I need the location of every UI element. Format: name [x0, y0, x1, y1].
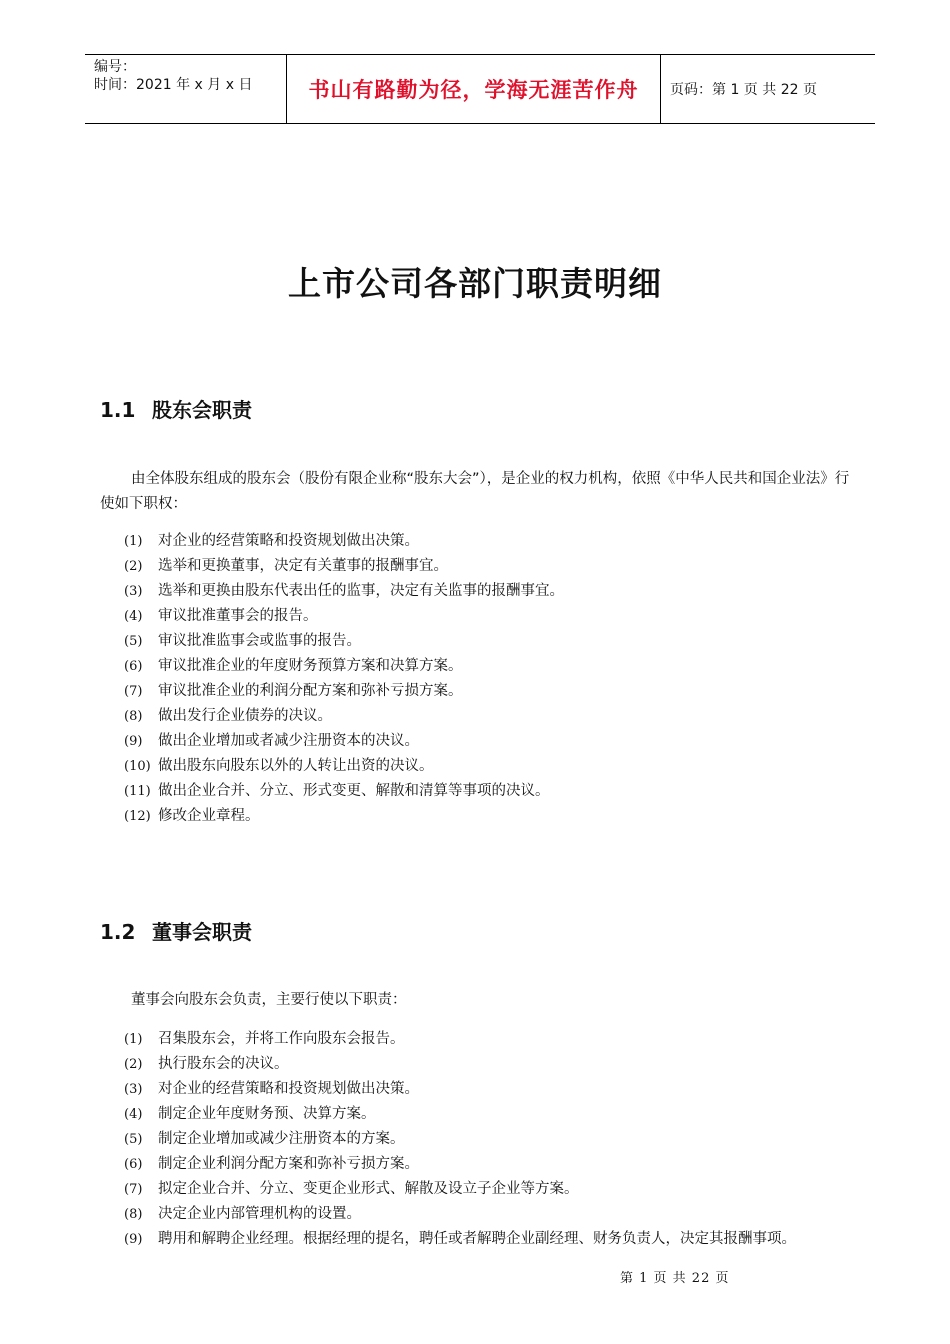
section-heading [100, 916, 252, 945]
list-item [124, 1202, 864, 1227]
list-item-text: 召集股东会，并将工作向股东会报告。 [158, 1031, 405, 1047]
list-item [124, 579, 864, 604]
list-item [124, 679, 864, 704]
page-footer: 第 1 页 共 22 页 [620, 1271, 730, 1286]
list-item-index: (3) [124, 584, 143, 599]
header-meta [85, 55, 287, 123]
list-item-text: 修改企业章程。 [158, 808, 260, 824]
list-item-text: 审议批准企业的年度财务预算方案和决算方案。 [158, 658, 463, 674]
list-item-index: (1) [124, 1032, 143, 1047]
list-item-index: (7) [124, 684, 143, 699]
list-item-index: (2) [124, 559, 143, 574]
list-item-text: 制定企业增加或减少注册资本的方案。 [158, 1131, 405, 1147]
list-item-text: 审议批准董事会的报告。 [158, 608, 318, 624]
list-item [124, 554, 864, 579]
section-intro: 由全体股东组成的股东会（股份有限企业称“股东大会”），是企业的权力机构，依照《中华人民共和国企业法》行使如下职权： [100, 471, 850, 512]
list-item-text: 做出企业增加或者减少注册资本的决议。 [158, 733, 419, 749]
list-item [124, 1227, 864, 1252]
list-item-index: (4) [124, 609, 143, 624]
list-item-index: (7) [124, 1182, 143, 1197]
document-time-label: 时间：2021 年 x 月 x 日 [94, 77, 253, 93]
list-item-text: 做出股东向股东以外的人转让出资的决议。 [158, 758, 434, 774]
header-motto: 书山有路勤为径，学海无涯苦作舟 [308, 78, 639, 102]
header-motto-cell [287, 55, 661, 123]
section-title: 董事会职责 [152, 920, 252, 944]
list-item-index: (1) [124, 534, 143, 549]
list-item-text: 决定企业内部管理机构的设置。 [158, 1206, 361, 1222]
list-item [124, 779, 864, 804]
list-item-text: 选举和更换董事，决定有关董事的报酬事宜。 [158, 558, 448, 574]
list-item-text: 做出企业合并、分立、形式变更、解散和清算等事项的决议。 [158, 783, 550, 799]
list-item [124, 1052, 864, 1077]
section-title: 股东会职责 [152, 398, 252, 422]
list-item [124, 754, 864, 779]
list-item [124, 1127, 864, 1152]
section-heading [100, 394, 252, 423]
list-item-index: (2) [124, 1057, 143, 1072]
list-item-text: 制定企业利润分配方案和弥补亏损方案。 [158, 1156, 419, 1172]
list-item-text: 选举和更换由股东代表出任的监事，决定有关监事的报酬事宜。 [158, 583, 564, 599]
document-title: 上市公司各部门职责明细 [288, 264, 662, 303]
header-page-cell [661, 55, 875, 123]
list-item-index: (4) [124, 1107, 143, 1122]
list-item-index: (8) [124, 709, 143, 724]
list-item-index: (9) [124, 1232, 143, 1247]
list-item [124, 654, 864, 679]
list-item-index: (12) [124, 809, 151, 824]
list-item-text: 做出发行企业债券的决议。 [158, 708, 332, 724]
list-item-index: (6) [124, 1157, 143, 1172]
list-item [124, 1152, 864, 1177]
list-item [124, 604, 864, 629]
document-number-label: 编号： [94, 59, 136, 75]
section-list [124, 1027, 864, 1252]
list-item-text: 执行股东会的决议。 [158, 1056, 289, 1072]
list-item [124, 804, 864, 829]
list-item [124, 1027, 864, 1052]
list-item-index: (6) [124, 659, 143, 674]
section-number: 1.1 [100, 398, 136, 422]
list-item-text: 制定企业年度财务预、决算方案。 [158, 1106, 376, 1122]
list-item-index: (8) [124, 1207, 143, 1222]
list-item-index: (5) [124, 1132, 143, 1147]
list-item [124, 629, 864, 654]
list-item [124, 1177, 864, 1202]
list-item-index: (3) [124, 1082, 143, 1097]
list-item-text: 聘用和解聘企业经理。根据经理的提名，聘任或者解聘企业副经理、财务负责人，决定其报酬事项。 [158, 1231, 796, 1247]
list-item [124, 529, 864, 554]
section-list [124, 529, 864, 829]
header-page-label: 页码：第 1 页 共 22 页 [670, 82, 817, 98]
section-number: 1.2 [100, 920, 136, 944]
section-intro: 董事会向股东会负责，主要行使以下职责： [131, 992, 407, 1008]
list-item-text: 拟定企业合并、分立、变更企业形式、解散及设立子企业等方案。 [158, 1181, 579, 1197]
list-item-index: (5) [124, 634, 143, 649]
list-item-text: 审议批准企业的利润分配方案和弥补亏损方案。 [158, 683, 463, 699]
list-item [124, 729, 864, 754]
page-header [85, 54, 875, 124]
list-item [124, 1077, 864, 1102]
list-item-index: (10) [124, 759, 151, 774]
list-item-text: 审议批准监事会或监事的报告。 [158, 633, 361, 649]
list-item-text: 对企业的经营策略和投资规划做出决策。 [158, 1081, 419, 1097]
list-item-index: (11) [124, 784, 151, 799]
list-item-index: (9) [124, 734, 143, 749]
list-item-text: 对企业的经营策略和投资规划做出决策。 [158, 533, 419, 549]
list-item [124, 1102, 864, 1127]
list-item [124, 704, 864, 729]
